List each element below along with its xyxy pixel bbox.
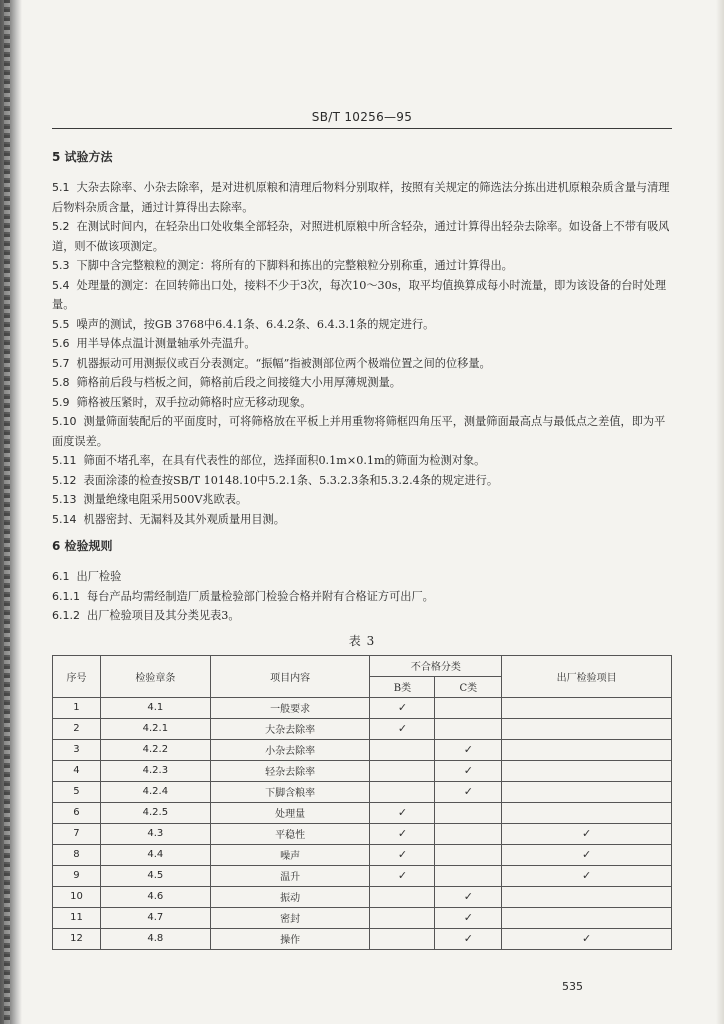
cell-content: 平稳性 <box>210 823 370 844</box>
clause-number: 5.9 <box>52 395 70 409</box>
header-clause: 检验章条 <box>100 655 210 697</box>
cell-seq: 5 <box>53 781 101 802</box>
spacer <box>52 529 672 539</box>
clause-number: 5.10 <box>52 415 77 428</box>
clause-6-1-1 <box>52 587 672 607</box>
header-b: B类 <box>370 676 435 697</box>
cell-seq: 12 <box>53 928 101 949</box>
cell-content: 密封 <box>210 907 370 928</box>
page-number: 535 <box>562 980 583 993</box>
table-row <box>53 802 672 823</box>
table-row <box>53 823 672 844</box>
clause-number: 5.14 <box>52 512 77 526</box>
cell-seq: 2 <box>53 718 101 739</box>
clause-5-8 <box>52 373 672 393</box>
cell-content: 一般要求 <box>210 697 370 718</box>
cell-content: 小杂去除率 <box>210 739 370 760</box>
cell-content: 下脚含粮率 <box>210 781 370 802</box>
clause-text: 表面涂漆的检查按SB/T 10148.10中5.2.1条、5.3.2.3条和5.3.2.4条的规定进行。 <box>83 473 499 487</box>
cell-b-check <box>370 760 435 781</box>
clause-text: 用半导体点温计测量轴承外壳温升。 <box>76 337 256 350</box>
clause-5-3 <box>52 256 672 276</box>
cell-factory-check <box>502 697 672 718</box>
table-row <box>53 781 672 802</box>
cell-content: 大杂去除率 <box>210 718 370 739</box>
cell-clause: 4.7 <box>100 907 210 928</box>
section-6-title: 6 检验规则 <box>52 539 113 553</box>
clause-number: 5.13 <box>52 493 77 506</box>
clause-text: 在测试时间内，在轻杂出口处收集全部轻杂，对照进机原粮中所含轻杂，通过计算得出轻杂去除率。如设备上不带有吸风道，则不做该项测定。 <box>52 220 670 253</box>
cell-clause: 4.5 <box>100 865 210 886</box>
table-row <box>53 844 672 865</box>
cell-clause: 4.1 <box>100 697 210 718</box>
clause-5-1 <box>52 178 672 217</box>
clause-text: 筛格前后段与档板之间，筛格前后段之间接缝大小用厚薄规测量。 <box>76 376 401 389</box>
clause-text: 测量绝缘电阻采用500V兆欧表。 <box>83 493 248 506</box>
header-seq: 序号 <box>53 655 101 697</box>
cell-content: 操作 <box>210 928 370 949</box>
inspection-table <box>52 655 672 950</box>
cell-seq: 1 <box>53 697 101 718</box>
clause-5-11 <box>52 451 672 471</box>
header-nonconform: 不合格分类 <box>370 655 502 676</box>
cell-c-check: ✓ <box>435 886 502 907</box>
section-5-title: 5 试验方法 <box>52 150 113 164</box>
cell-seq: 9 <box>53 865 101 886</box>
cell-b-check <box>370 886 435 907</box>
table-row <box>53 739 672 760</box>
table-row <box>53 907 672 928</box>
clause-5-13 <box>52 490 672 510</box>
cell-seq: 11 <box>53 907 101 928</box>
clause-5-14 <box>52 510 672 530</box>
clause-number: 6.1.1 <box>52 589 80 603</box>
cell-c-check <box>435 844 502 865</box>
table-row <box>53 760 672 781</box>
cell-clause: 4.2.5 <box>100 802 210 823</box>
cell-b-check: ✓ <box>370 802 435 823</box>
clause-number: 5.11 <box>52 454 77 467</box>
cell-clause: 4.2.1 <box>100 718 210 739</box>
clause-5-9 <box>52 393 672 413</box>
cell-b-check: ✓ <box>370 844 435 865</box>
table-body <box>53 697 672 949</box>
clause-text: 每台产品均需经制造厂质量检验部门检验合格并附有合格证方可出厂。 <box>87 589 434 603</box>
header-c: C类 <box>435 676 502 697</box>
cell-seq: 6 <box>53 802 101 823</box>
header-content: 项目内容 <box>210 655 370 697</box>
page-header: SB/T 10256—95 <box>311 110 413 124</box>
clause-number: 6.1.2 <box>52 609 80 622</box>
scan-binding-edge <box>0 0 22 1024</box>
table-row <box>53 928 672 949</box>
clause-number: 5.7 <box>52 356 70 370</box>
cell-factory-check <box>502 739 672 760</box>
clause-text: 大杂去除率、小杂去除率，是对进机原粮和清理后物料分别取样，按照有关规定的筛选法分拣出进机原粮杂质含量与清理后物料杂质含量，通过计算得出去除率。 <box>52 181 670 214</box>
clause-5-12 <box>52 471 672 491</box>
cell-clause: 4.2.4 <box>100 781 210 802</box>
clause-text: 筛格被压紧时，双手拉动筛格时应无移动现象。 <box>76 395 312 409</box>
clause-number: 5.8 <box>52 376 70 389</box>
cell-clause: 4.2.2 <box>100 739 210 760</box>
cell-factory-check: ✓ <box>502 844 672 865</box>
cell-content: 处理量 <box>210 802 370 823</box>
header-rule <box>52 128 672 129</box>
cell-b-check: ✓ <box>370 697 435 718</box>
cell-c-check: ✓ <box>435 760 502 781</box>
table-row <box>53 697 672 718</box>
clause-text: 处理量的测定：在回转筛出口处，接料不少于3次，每次10～30s，取平均值换算成每小时流量，即为该设备的台时处理量。 <box>52 278 667 311</box>
cell-clause: 4.2.3 <box>100 760 210 781</box>
cell-b-check <box>370 928 435 949</box>
cell-b-check <box>370 781 435 802</box>
clause-text: 噪声的测试，按GB 3768中6.4.1条、6.4.2条、6.4.3.1条的规定进行。 <box>76 317 435 331</box>
cell-content: 噪声 <box>210 844 370 865</box>
cell-c-check <box>435 865 502 886</box>
scan-right-edge <box>716 0 724 1024</box>
cell-factory-check <box>502 760 672 781</box>
cell-content: 振动 <box>210 886 370 907</box>
cell-c-check <box>435 718 502 739</box>
clause-5-2 <box>52 217 672 256</box>
cell-seq: 3 <box>53 739 101 760</box>
table-title: 表 3 <box>348 633 376 648</box>
clause-number: 5.12 <box>52 473 77 487</box>
cell-factory-check: ✓ <box>502 865 672 886</box>
clause-text: 机器振动可用测振仪或百分表测定。“振幅”指被测部位两个极端位置之间的位移量。 <box>76 356 491 370</box>
cell-factory-check <box>502 907 672 928</box>
page-content <box>52 150 672 950</box>
clause-5-10 <box>52 412 672 451</box>
cell-seq: 7 <box>53 823 101 844</box>
cell-b-check <box>370 907 435 928</box>
cell-c-check: ✓ <box>435 739 502 760</box>
cell-b-check: ✓ <box>370 823 435 844</box>
cell-c-check <box>435 823 502 844</box>
clause-5-6 <box>52 334 672 354</box>
clause-number: 5.4 <box>52 278 70 292</box>
cell-c-check: ✓ <box>435 781 502 802</box>
clause-number: 5.1 <box>52 181 70 194</box>
cell-c-check <box>435 697 502 718</box>
clause-number: 5.6 <box>52 337 70 350</box>
cell-factory-check <box>502 718 672 739</box>
cell-clause: 4.8 <box>100 928 210 949</box>
cell-content: 温升 <box>210 865 370 886</box>
cell-clause: 4.6 <box>100 886 210 907</box>
cell-c-check: ✓ <box>435 928 502 949</box>
clause-text: 出厂检验 <box>76 570 122 583</box>
clause-number: 5.3 <box>52 259 70 272</box>
clause-6-1-2 <box>52 606 672 626</box>
clause-text: 下脚中含完整粮粒的测定：将所有的下脚料和拣出的完整粮粒分别称重，通过计算得出。 <box>76 259 513 272</box>
clause-text: 机器密封、无漏料及其外观质量用目测。 <box>83 512 285 526</box>
table-row <box>53 886 672 907</box>
table-row <box>53 865 672 886</box>
cell-factory-check <box>502 781 672 802</box>
cell-factory-check <box>502 802 672 823</box>
table-row <box>53 718 672 739</box>
clause-text: 筛面不堵孔率，在具有代表性的部位，选择面积0.1m×0.1m的筛面为检测对象。 <box>83 454 486 467</box>
cell-b-check: ✓ <box>370 718 435 739</box>
cell-content: 轻杂去除率 <box>210 760 370 781</box>
cell-c-check <box>435 802 502 823</box>
clause-5-4 <box>52 276 672 315</box>
clause-text: 出厂检验项目及其分类见表3。 <box>87 609 240 622</box>
cell-clause: 4.3 <box>100 823 210 844</box>
cell-clause: 4.4 <box>100 844 210 865</box>
cell-b-check <box>370 739 435 760</box>
cell-factory-check <box>502 886 672 907</box>
cell-seq: 4 <box>53 760 101 781</box>
clause-5-5 <box>52 315 672 335</box>
header-factory: 出厂检验项目 <box>502 655 672 697</box>
cell-b-check: ✓ <box>370 865 435 886</box>
cell-seq: 10 <box>53 886 101 907</box>
cell-seq: 8 <box>53 844 101 865</box>
clause-6-1 <box>52 567 672 587</box>
clause-number: 6.1 <box>52 570 70 583</box>
clause-number: 5.2 <box>52 220 70 233</box>
cell-factory-check: ✓ <box>502 823 672 844</box>
clause-5-7 <box>52 354 672 374</box>
cell-factory-check: ✓ <box>502 928 672 949</box>
clause-number: 5.5 <box>52 317 70 331</box>
clause-text: 测量筛面装配后的平面度时，可将筛格放在平板上并用重物将筛框四角压平，测量筛面最高点与最低点之差值，即为平面度误差。 <box>52 415 666 448</box>
cell-c-check: ✓ <box>435 907 502 928</box>
